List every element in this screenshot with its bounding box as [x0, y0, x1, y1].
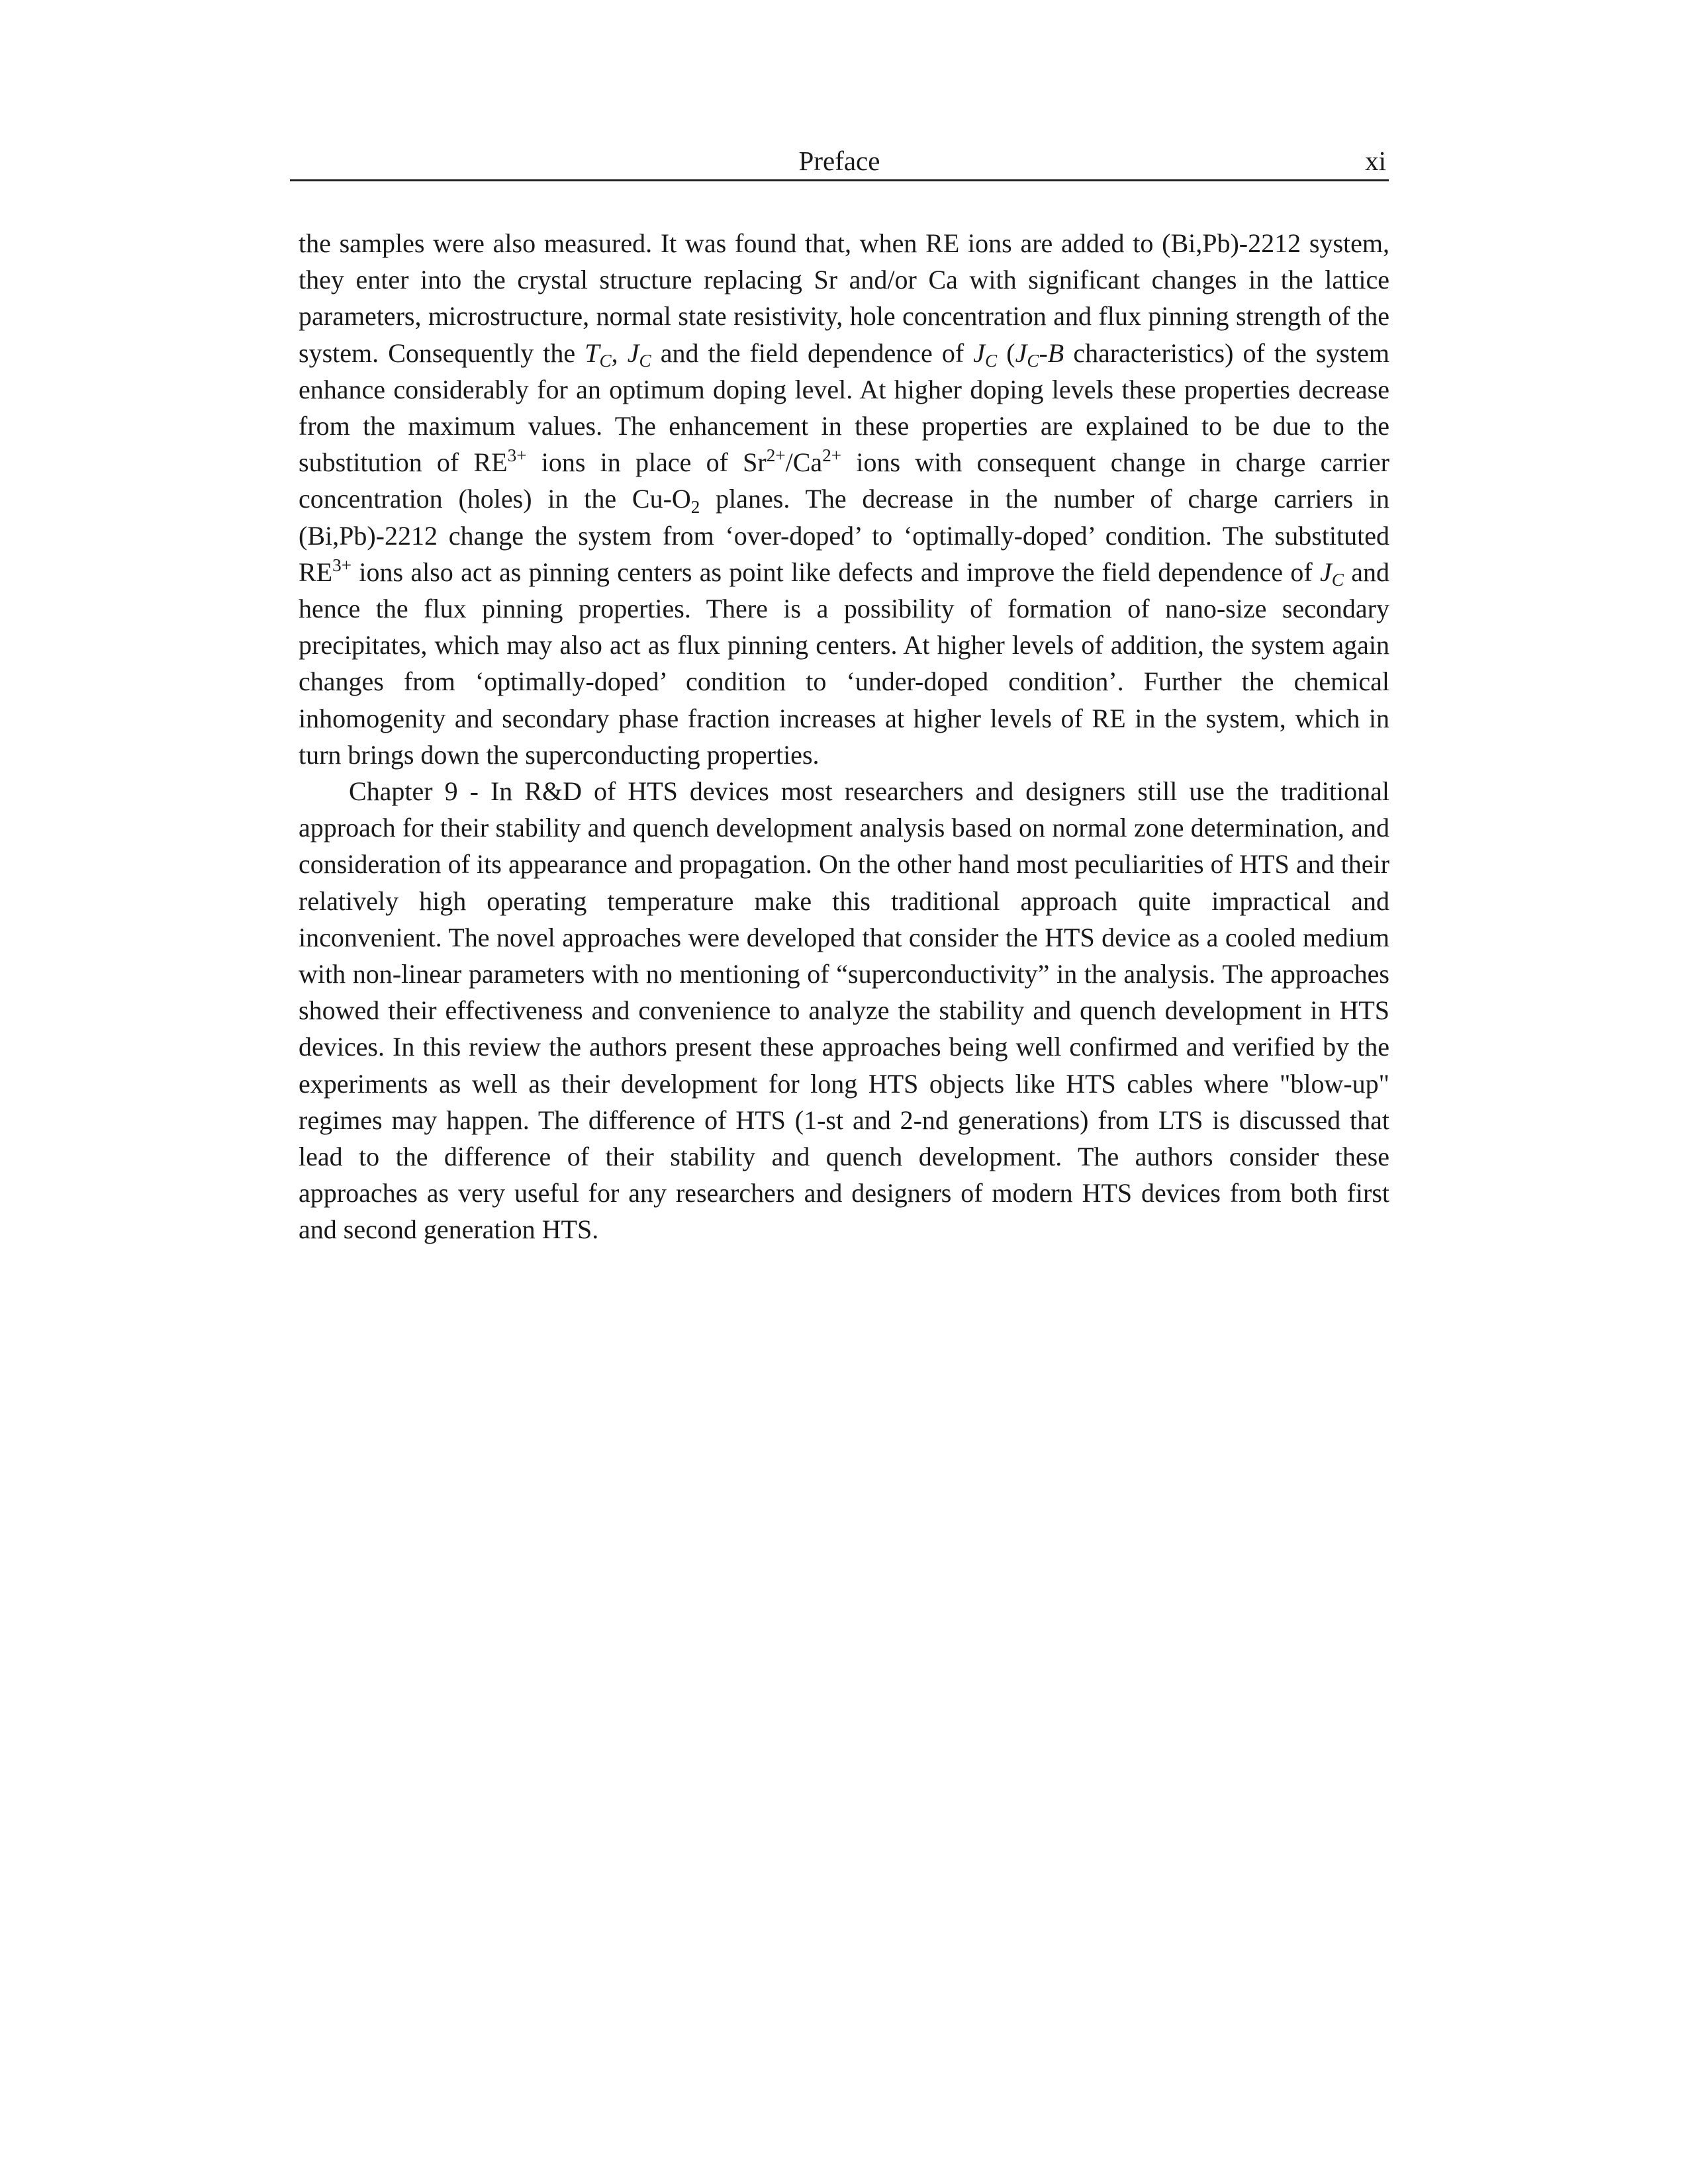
header-title: Preface	[798, 146, 880, 176]
symbol-letter: J	[1015, 338, 1027, 368]
running-header	[290, 142, 1389, 181]
jc-symbol	[627, 338, 651, 371]
symbol-subscript: C	[985, 351, 998, 371]
text-run: (	[997, 338, 1015, 368]
text-run: ions also act as pinning centers as point like defects and improve the field dependence of	[352, 557, 1321, 587]
sr-charge-superscript: 2+	[766, 445, 786, 466]
symbol-tail: -B	[1039, 338, 1064, 368]
ca-charge-superscript: 2+	[822, 445, 842, 466]
re-charge-superscript: 3+	[507, 445, 527, 466]
text-run: planes. The decrease in the number of charge carriers in (Bi,Pb)-2212 change the system from ‘over-doped’ to ‘optimally-doped’ condition. The substituted RE	[299, 484, 1389, 587]
text-run: ions in place of Sr	[526, 447, 767, 478]
symbol-letter: J	[1320, 557, 1332, 587]
symbol-subscript: C	[599, 351, 612, 371]
oxygen-subscript: 2	[690, 497, 700, 518]
text-run: characteristics) of the system enhance considerably for an optimum doping level. At higher doping levels these properties decrease from the maximum values. The enhancement in these properties are explained to be due to the substitution of RE	[299, 338, 1390, 478]
text-run: ,	[611, 338, 628, 368]
tc-symbol	[585, 338, 612, 371]
symbol-letter: J	[627, 338, 639, 368]
text-run: /Ca	[785, 447, 823, 478]
paragraph-chapter-8-continued	[299, 225, 1389, 773]
text-run: ions with consequent change in charge carrier concentration (holes) in the Cu-O	[299, 447, 1389, 514]
paragraph-chapter-9: Chapter 9 - In R&D of HTS devices most researchers and designers still use the traditional approach for their stability and quench development analysis based on normal zone determination, and consideration of its appearance and propagation. On the other hand most peculiarities of HTS and their relatively high operating temperature make this traditional approach quite impractical and inconvenient. The novel approaches were developed that consider the HTS device as a cooled medium with non-linear parameters with no mentioning of “superconductivity” in the analysis. The approaches showed their effectiveness and convenience to analyze the stability and quench development in HTS devices. In this review the authors present these approaches being well confirmed and verified by the experiments as well as their development for long HTS objects like HTS cables where "blow-up" regimes may happen. The difference of HTS (1-st and 2-nd generations) from LTS is discussed that lead to the difference of their stability and quench development. The authors consider these approaches as very useful for any researchers and designers of modern HTS devices from both first and second generation HTS.	[299, 776, 1389, 1245]
jc-symbol	[1320, 557, 1344, 590]
text-run: and the field dependence of	[651, 338, 974, 368]
text-run: and hence the flux pinning properties. There is a possibility of formation of nano-size secondary precipitates, which may also act as flux pinning centers. At higher levels of addition, the system again changes from ‘optimally-doped’ condition to ‘under-doped condition’. Further the chemical inhomogenity and secondary phase fraction increases at higher levels of RE in the system, which in turn brings down the superconducting properties.	[299, 557, 1389, 770]
symbol-subscript: C	[1027, 351, 1039, 371]
jc-b-symbol	[1015, 338, 1064, 371]
symbol-subscript: C	[639, 351, 651, 371]
symbol-subscript: C	[1331, 570, 1344, 590]
re-charge-superscript: 3+	[332, 555, 352, 575]
symbol-letter: T	[585, 338, 600, 368]
text-run: the samples were also measured. It was found that, when RE ions are added to (Bi,Pb)-2212 system, they enter into the crystal structure replacing Sr and/or Ca with significant changes in the lattice parameters, microstructure, normal state resistivity, hole concentration and flux pinning strength of the system. Consequently the	[299, 228, 1389, 368]
body-text	[299, 225, 1389, 1248]
page-number: xi	[1365, 146, 1386, 176]
jc-symbol	[973, 338, 998, 371]
symbol-letter: J	[973, 338, 986, 368]
